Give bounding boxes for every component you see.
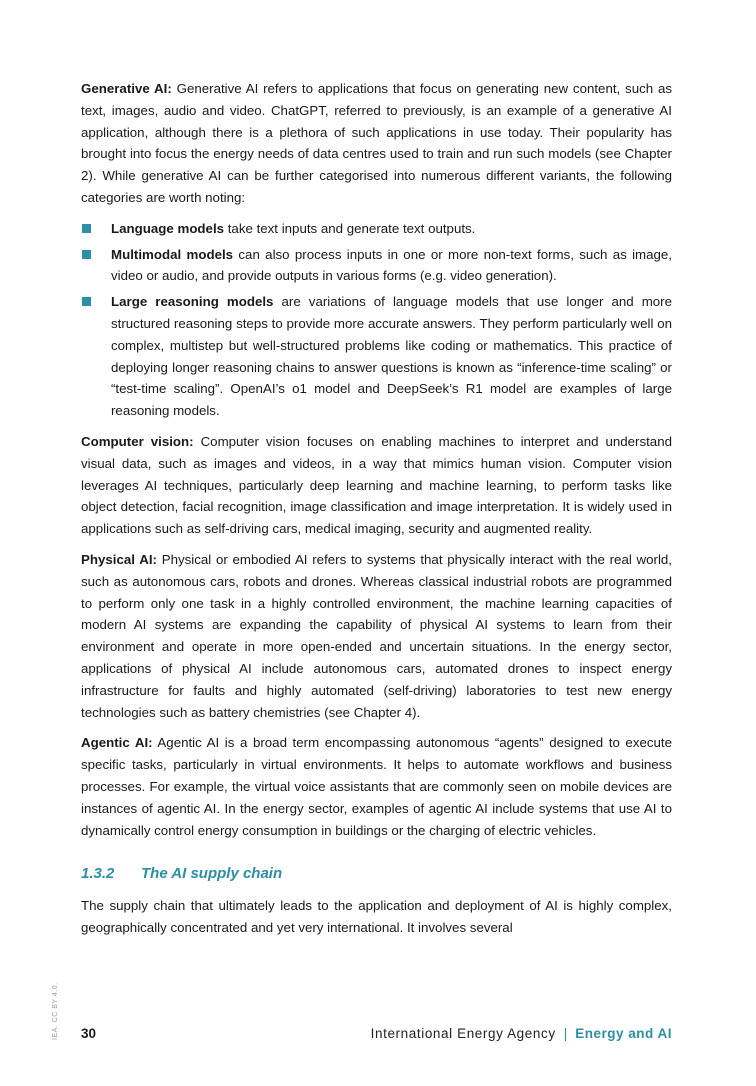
list-item xyxy=(81,244,672,288)
paragraph-computer-vision xyxy=(81,431,672,540)
page-body xyxy=(81,78,672,948)
paragraph-physical-ai xyxy=(81,549,672,723)
bullet-term: Multimodal models xyxy=(111,246,234,262)
bullet-term: Language models xyxy=(111,220,225,236)
list-item xyxy=(81,218,672,240)
term-generative-ai: Generative AI: xyxy=(81,81,172,96)
list-item xyxy=(81,291,672,422)
section-heading xyxy=(81,863,672,885)
bullet-text: take text inputs and generate text outputs. xyxy=(224,220,476,236)
square-bullet-icon xyxy=(82,297,91,306)
bullet-text: can also process inputs in one or more non-text forms, such as image, video or audio, and provide outputs in various forms (e.g. video generation). xyxy=(111,246,672,284)
report-title: Energy and AI xyxy=(575,1026,672,1041)
square-bullet-icon xyxy=(82,250,91,259)
organization-name: International Energy Agency xyxy=(370,1026,556,1041)
license-note: IEA. CC BY 4.0. xyxy=(52,982,59,1040)
page-footer xyxy=(81,1024,672,1044)
term-agentic-ai: Agentic AI: xyxy=(81,735,153,751)
paragraph-agentic-ai xyxy=(81,732,672,841)
square-bullet-icon xyxy=(82,224,91,233)
page-number: 30 xyxy=(81,1026,97,1041)
text-agentic-ai: Agentic AI is a broad term encompassing autonomous “agents” designed to execute specific tasks, particularly in virtual environments. It helps to automate workflows and business processes. For example, the virtual voice assistants that are commonly seen on mobile devices are instances of agentic AI. In the energy sector, examples of agentic AI include systems that use AI to dynamically control energy consumption in buildings or the charging of electric vehicles. xyxy=(81,735,672,838)
paragraph-supply-chain: The supply chain that ultimately leads to the application and deployment of AI is highly complex, geographically concentrated and yet very international. It involves several xyxy=(81,898,672,936)
bullet-list xyxy=(81,218,672,422)
bullet-text: are variations of language models that use longer and more structured reasoning steps to provide more accurate answers. They perform particularly well on complex, multistep but well-structured problems like coding or mathematics. This practice of deploying longer reasoning chains to answer questions is known as “inference-time scaling” or “test-time scaling”. OpenAI’s o1 model and DeepSeek’s R1 model are examples of large reasoning models. xyxy=(111,294,672,419)
text-computer-vision: Computer vision focuses on enabling machines to interpret and understand visual data, such as images and videos, in a way that mimics human vision. Computer vision leverages AI techniques, particularly deep learning and machine learning, to perform tasks like object detection, facial recognition, image classification and image interpretation. It is widely used in applications such as self-driving cars, medical imaging, security and augmented reality. xyxy=(81,433,672,537)
bullet-term: Large reasoning models xyxy=(111,294,274,310)
text-physical-ai: Physical or embodied AI refers to systems that physically interact with the real world, such as autonomous cars, robots and drones. Whereas classical industrial robots are programmed to perform only one task in a highly controlled environment, the machine learning capacities of modern AI systems are expanding the capability of physical AI systems to learn from their environment and operate in more open-ended and uncertain situations. In the energy sector, applications of physical AI include autonomous cars, automated drones to inspect energy infrastructure for faults and highly automated (self-driving) laboratories to test new energy technologies such as battery chemistries (see Chapter 4). xyxy=(81,551,673,720)
footer-separator: | xyxy=(563,1026,568,1041)
section-title: The AI supply chain xyxy=(141,865,283,883)
text-generative-ai: Generative AI refers to applications that focus on generating new content, such as text, images, audio and video. ChatGPT, referred to previously, is an example of a generative AI application, although there is a plethora of such applications in use today. Their popularity has brought into focus the energy needs of data centres used to train and run such models (see Chapter 2). While generative AI can be further categorised into numerous different variants, the following categories are worth noting: xyxy=(81,81,672,205)
paragraph-generative-ai xyxy=(81,78,672,209)
term-computer-vision: Computer vision: xyxy=(81,433,194,449)
footer-title xyxy=(371,1024,672,1044)
term-physical-ai: Physical AI: xyxy=(81,551,157,567)
section-number: 1.3.2 xyxy=(81,865,115,883)
